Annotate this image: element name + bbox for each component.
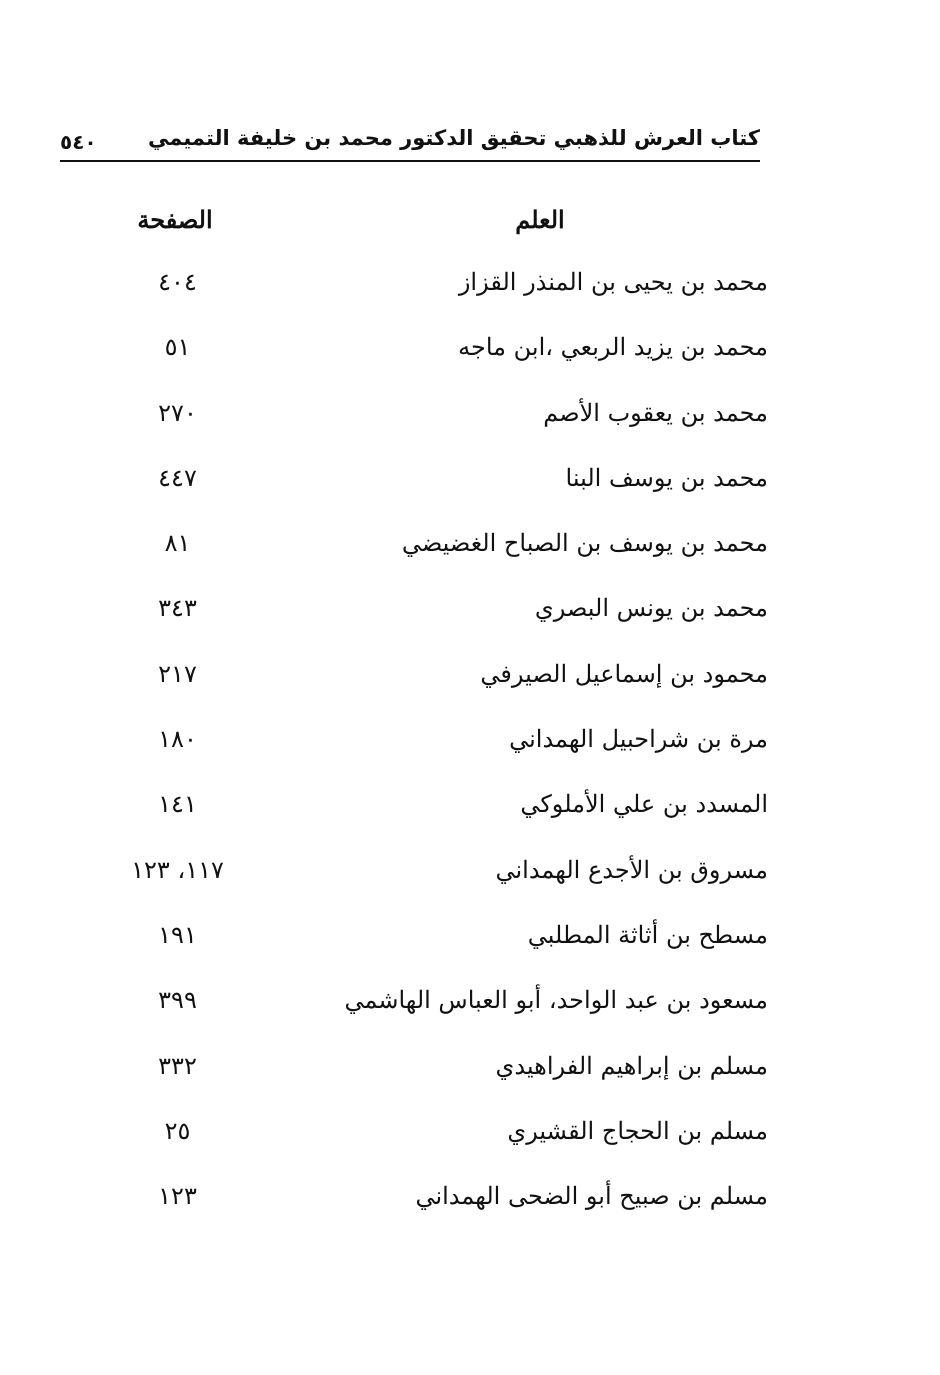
entry-name: مسطح بن أثاثة المطلبي <box>527 920 768 949</box>
entry-name: محمد بن يوسف البنا <box>565 463 768 492</box>
index-entry <box>0 1107 940 1172</box>
entry-name: محمد بن يوسف بن الصباح الغضيضي <box>401 529 768 558</box>
entry-page: ١٢٣ <box>158 1182 197 1211</box>
entry-page: ١١٧، ١٢٣ <box>131 855 224 884</box>
entry-name: مرة بن شراحبيل الهمداني <box>509 725 768 754</box>
column-header-name: العلم <box>515 205 565 234</box>
header-rule <box>60 160 760 162</box>
entry-name: محمود بن إسماعيل الصيرفي <box>480 659 768 688</box>
index-entry <box>0 650 940 715</box>
entry-name: مسلم بن إبراهيم الفراهيدي <box>495 1051 768 1080</box>
index-entry <box>0 911 940 976</box>
index-entry <box>0 323 940 388</box>
entry-page: ٢٥ <box>164 1116 191 1145</box>
index-entry <box>0 389 940 454</box>
index-entry <box>0 258 940 323</box>
entry-page: ٣٩٩ <box>158 986 197 1015</box>
index-entry <box>0 519 940 584</box>
entry-name: محمد بن يزيد الربعي ،ابن ماجه <box>458 333 768 362</box>
entry-page: ٨١ <box>164 529 191 558</box>
index-entry <box>0 780 940 845</box>
index-entry <box>0 846 940 911</box>
entry-page: ٤٤٧ <box>158 463 197 492</box>
entry-page: ٣٤٣ <box>158 594 197 623</box>
column-header-page: الصفحة <box>137 205 213 234</box>
entry-page: ٢١٧ <box>158 659 197 688</box>
entry-name: مسلم بن الحجاج القشيري <box>507 1116 768 1145</box>
book-title: كتاب العرش للذهبي تحقيق الدكتور محمد بن خليفة التميمي <box>148 126 760 150</box>
index-entry <box>0 1042 940 1107</box>
entry-page: ٤٠٤ <box>158 268 197 296</box>
page-number: ٥٤٠ <box>60 130 97 154</box>
index-entry <box>0 1172 940 1237</box>
entry-page: ١٩١ <box>158 920 197 949</box>
entry-name: مسعود بن عبد الواحد، أبو العباس الهاشمي <box>344 986 768 1015</box>
column-headers <box>0 205 940 245</box>
entry-name: محمد بن يونس البصري <box>534 594 768 623</box>
entry-page: ٣٣٢ <box>158 1051 197 1080</box>
index-entry <box>0 584 940 649</box>
entry-page: ١٨٠ <box>158 725 197 754</box>
index-entry <box>0 976 940 1041</box>
entry-page: ١٤١ <box>158 790 197 819</box>
index-entries <box>0 258 940 1237</box>
entry-name: مسروق بن الأجدع الهمداني <box>495 855 768 884</box>
entry-page: ٢٧٠ <box>158 398 197 427</box>
entry-name: المسدد بن علي الأملوكي <box>520 790 768 819</box>
entry-page: ٥١ <box>164 333 191 362</box>
entry-name: محمد بن يعقوب الأصم <box>543 398 768 427</box>
running-header <box>60 118 760 162</box>
entry-name: محمد بن يحيى بن المنذر القزاز <box>458 268 768 296</box>
entry-name: مسلم بن صبيح أبو الضحى الهمداني <box>415 1182 768 1211</box>
index-entry <box>0 715 940 780</box>
index-entry <box>0 454 940 519</box>
